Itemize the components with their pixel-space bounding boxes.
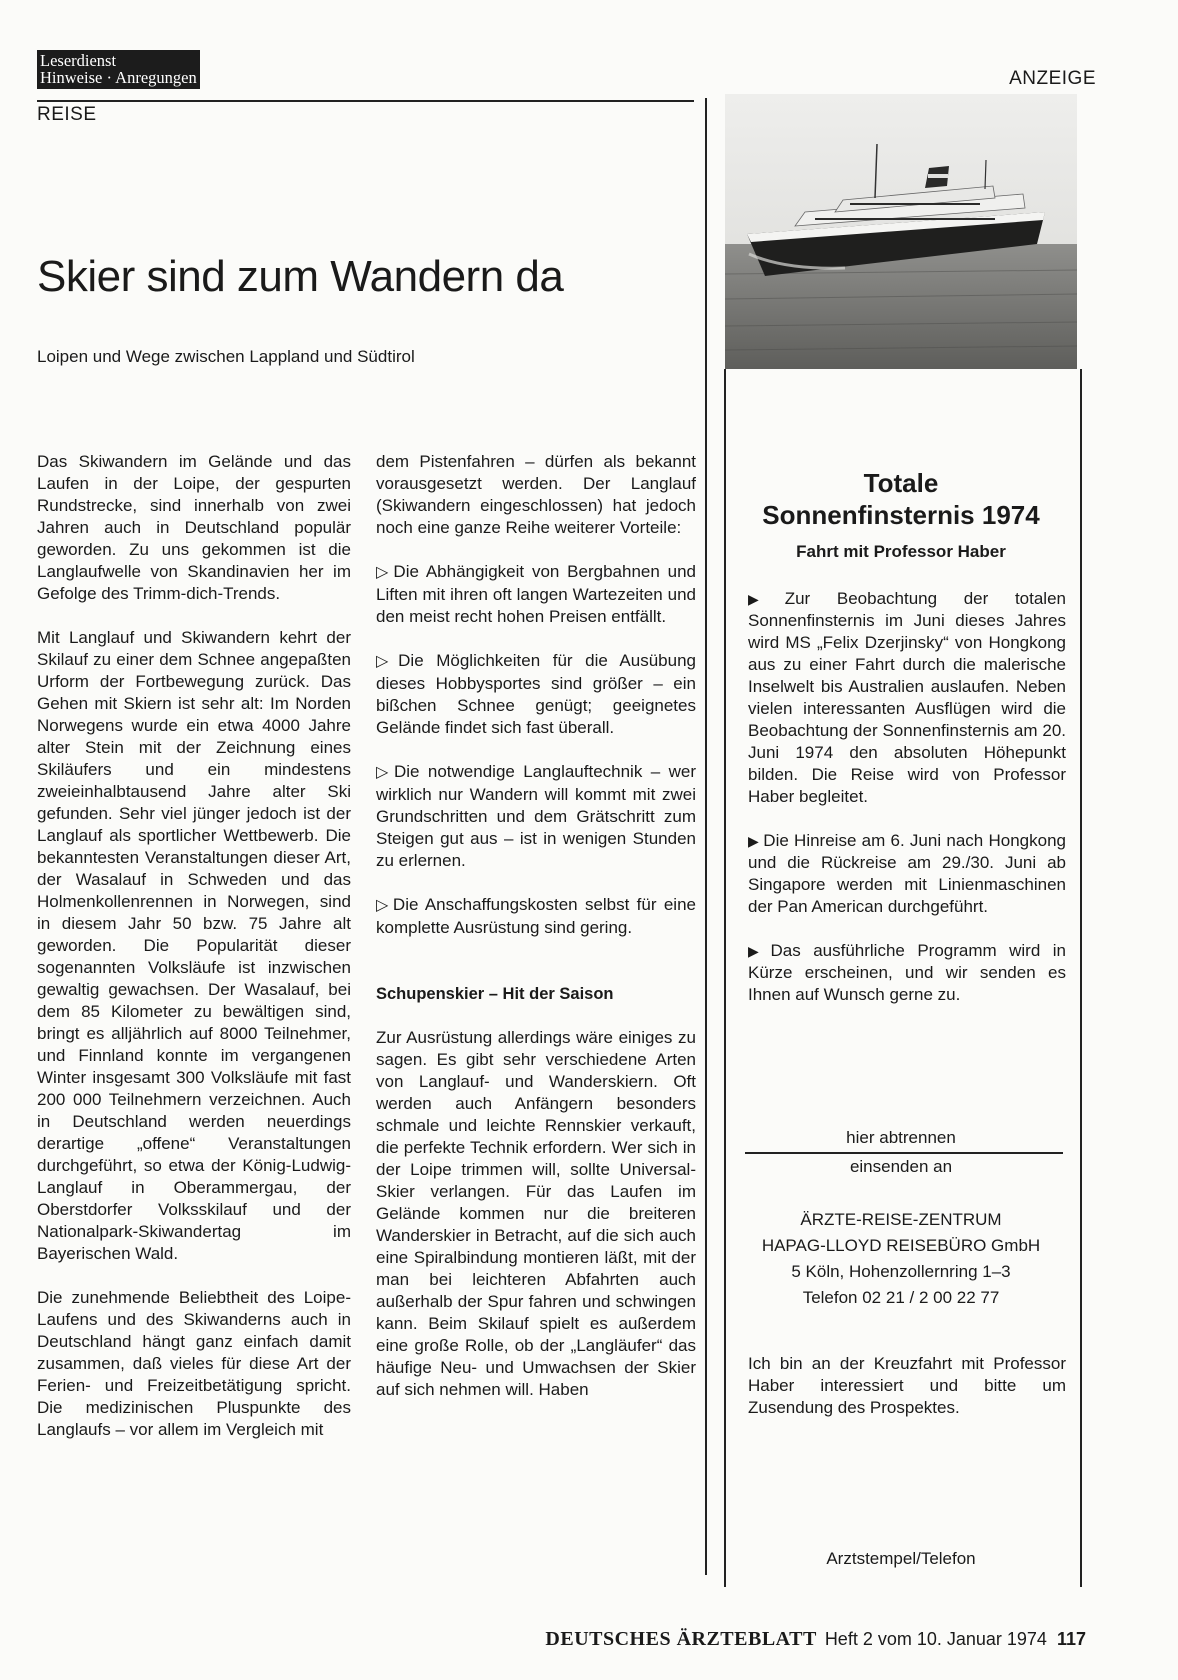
address-block xyxy=(738,1207,1064,1311)
bullet-item: ▷ Die Möglichkeiten für die Ausübung dieses Hobbysportes sind größer – ein bißchen Schnee genügt; geeignetes Gelände findet sich fast überall. xyxy=(376,651,697,737)
arrow-bullet-icon: ▶ xyxy=(748,943,767,959)
cut-label: hier abtrennen xyxy=(846,1128,956,1147)
stamp-field[interactable]: Arztstempel/Telefon xyxy=(826,1549,976,1568)
page-footer xyxy=(545,1628,1086,1651)
paragraph: Mit Langlauf und Skiwandern kehrt der Skilauf zu einer dem Schnee angepaßten Urform der Fortbewegung zurück. Das Gehen mit Skiern ist sehr alt: Im Norden Norwegens wurde ein etwa 4000 Jahre alter Stein mit der Zeichnung eines Skiläufers und ein mindestens zweieinhalbtausend Jahre alter Ski gefunden. Sehr viel jünger jedoch ist der Langlauf als sportlicher Wettbewerb. Die bekanntesten Veranstaltungen dieser Art, der Wasalauf in Schweden und das Holmenkollenrennen in Norwegen, sind in diesem Jahr 50 bzw. 75 Jahre alt geworden. Die Popularität dieser sogenannten Volksläufe ist inzwischen gewaltig gewachsen. Der Wasalauf, bei dem 85 Kilometer zu bewältigen sind, bringt es alljährlich auf 8000 Teilnehmer, und Finnland konnte im vergangenen Winter insgesamt 300 Volksläufe mit fast 200 000 Teilnehmern verzeichnen. Auch in Deutschland werden neuerdings derartige „offene“ Veranstaltungen durchgeführt, so etwa der König-Ludwig-Langlauf in Oberammergau, der Oberstdorfer Volksskilauf und der Nationalpark-Skiwandertag im Bayerischen Wald. xyxy=(37,628,351,1263)
ad-text xyxy=(748,588,1066,1028)
triangle-bullet-icon: ▷ xyxy=(376,897,391,914)
article-column-1 xyxy=(37,451,351,1463)
address-line: HAPAG-LLOYD REISEBÜRO GmbH xyxy=(761,1236,1041,1255)
ad-subtitle: Fahrt mit Professor Haber xyxy=(796,542,1006,561)
address-line: Telefon 02 21 / 2 00 22 77 xyxy=(802,1288,1000,1307)
paragraph: Die zunehmende Beliebtheit des Loipe-Laufens und des Skiwanderns auch in Deutschland hängt ganz einfach damit zusammen, daß vieles für diese Art der Ferien- und Freizeitbetätigung spricht. Die medizinischen Pluspunkte des Langlaufs – vor allem im Vergleich mit xyxy=(37,1288,351,1439)
interest-statement: Ich bin an der Kreuzfahrt mit Professor Haber interessiert und bitte um Zusendung des Prospektes. xyxy=(748,1354,1066,1417)
article-subheading: Schupenskier – Hit der Saison xyxy=(376,985,614,1003)
paragraph: Zur Ausrüstung allerdings wäre einiges zu sagen. Es gibt sehr verschiedene Arten von Langlauf- und Wanderskiern. Oft werden auch Anfängern besonders schmale und leichte Rennskier verkauft, die perfekte Technik erfordern. Wer sich in der Loipe trimmen will, sollte Universal-Skier verlangen. Für das Laufen im Gelände kommen nur die breiteren Wanderskier in Betracht, auf die sich auch eine Spiralbindung montieren läßt, mit der man bei leichteren Abfahrten auch außerhalb der Spur fahren und schwingen kann. Beim Skilauf spielt es außerdem eine große Rolle, ob der „Langläufer“ das häufige Neu- und Umwachsen der Skier auf sich nehmen will. Haben xyxy=(376,1028,696,1399)
bullet-item: ▷ Die Abhängigkeit von Bergbahnen und Liften mit ihren oft langen Wartezeiten und den meist recht hohen Preisen entfällt. xyxy=(376,562,697,626)
address-line: ÄRZTE-REISE-ZENTRUM xyxy=(800,1210,1002,1229)
paragraph: Das Skiwandern im Gelände und das Laufen in der Loipe, der gespurten Rundstrecke, sind innerhalb von zwei Jahren auch in Deutschland populär geworden. Zu uns gekommen ist die Langlaufwelle von Skandinavien her im Gefolge des Trimm-dich-Trends. xyxy=(37,452,351,603)
column-divider xyxy=(705,98,707,1575)
cut-line[interactable] xyxy=(745,1152,1063,1154)
triangle-bullet-icon: ▷ xyxy=(376,564,392,581)
badge-line-1: Leserdienst xyxy=(40,51,117,70)
triangle-bullet-icon: ▷ xyxy=(376,764,392,781)
bullet-item: ▷ Die notwendige Langlauftechnik – wer wirklich nur Wandern will kommt mit zwei Grundschritten und dem Grätschritt zum Steigen gut aus – ist in wenigen Stunden zu erlernen. xyxy=(376,762,696,870)
bullet-item: ▷ Die Anschaffungskosten selbst für eine komplette Ausrüstung sind gering. xyxy=(376,895,696,937)
magazine-name: DEUTSCHES ÄRZTEBLATT xyxy=(545,1628,817,1650)
arrow-bullet-icon: ▶ xyxy=(748,833,760,849)
article-title: Skier sind zum Wandern da xyxy=(37,252,564,301)
badge-line-2: Hinweise · Anregungen xyxy=(40,68,197,87)
ad-paragraph: ▶ Die Hinreise am 6. Juni nach Hongkong und die Rückreise am 29./30. Juni ab Singapore werden mit Linienmaschinen der Pan American durchgeführt. xyxy=(748,831,1066,916)
issue-info: Heft 2 vom 10. Januar 1974 xyxy=(824,1629,1047,1649)
section-label: REISE xyxy=(37,104,97,125)
arrow-bullet-icon: ▶ xyxy=(748,591,781,607)
anzeige-label: ANZEIGE xyxy=(1009,68,1096,89)
leserdienst-badge xyxy=(37,50,200,89)
address-line: 5 Köln, Hohenzollernring 1–3 xyxy=(791,1262,1011,1281)
triangle-bullet-icon: ▷ xyxy=(376,653,397,670)
ad-paragraph: ▶ Zur Beobachtung der totalen Sonnenfinsternis im Juni dieses Jahres wird MS „Felix Dzerjinsky“ von Hongkong aus zu einer Fahrt durch die malerische Inselwelt bis Australien auslaufen. Neben vielen interessanten Ausflügen wird die Beobachtung der Sonnenfinsternis am 20. Juni 1974 den absoluten Höhepunkt bilden. Die Reise wird von Professor Haber begleitet. xyxy=(748,589,1066,806)
paragraph: dem Pistenfahren – dürfen als bekannt vorausgesetzt werden. Der Langlauf (Skiwandern eingeschlossen) hat jedoch noch eine ganze Reihe weiterer Vorteile: xyxy=(376,452,696,537)
article-subtitle: Loipen und Wege zwischen Lappland und Südtirol xyxy=(37,347,415,366)
ad-title: Totale Sonnenfinsternis 1974 xyxy=(762,468,1040,530)
cruise-ship-photo xyxy=(725,94,1077,369)
article-column-2 xyxy=(376,451,696,1423)
ad-paragraph: ▶ Das ausführliche Programm wird in Kürze erscheinen, und wir senden es Ihnen auf Wunsch gerne zu. xyxy=(748,941,1066,1004)
send-label: einsenden an xyxy=(849,1157,953,1176)
header-rule xyxy=(37,100,694,102)
page-number: 117 xyxy=(1056,1629,1086,1649)
